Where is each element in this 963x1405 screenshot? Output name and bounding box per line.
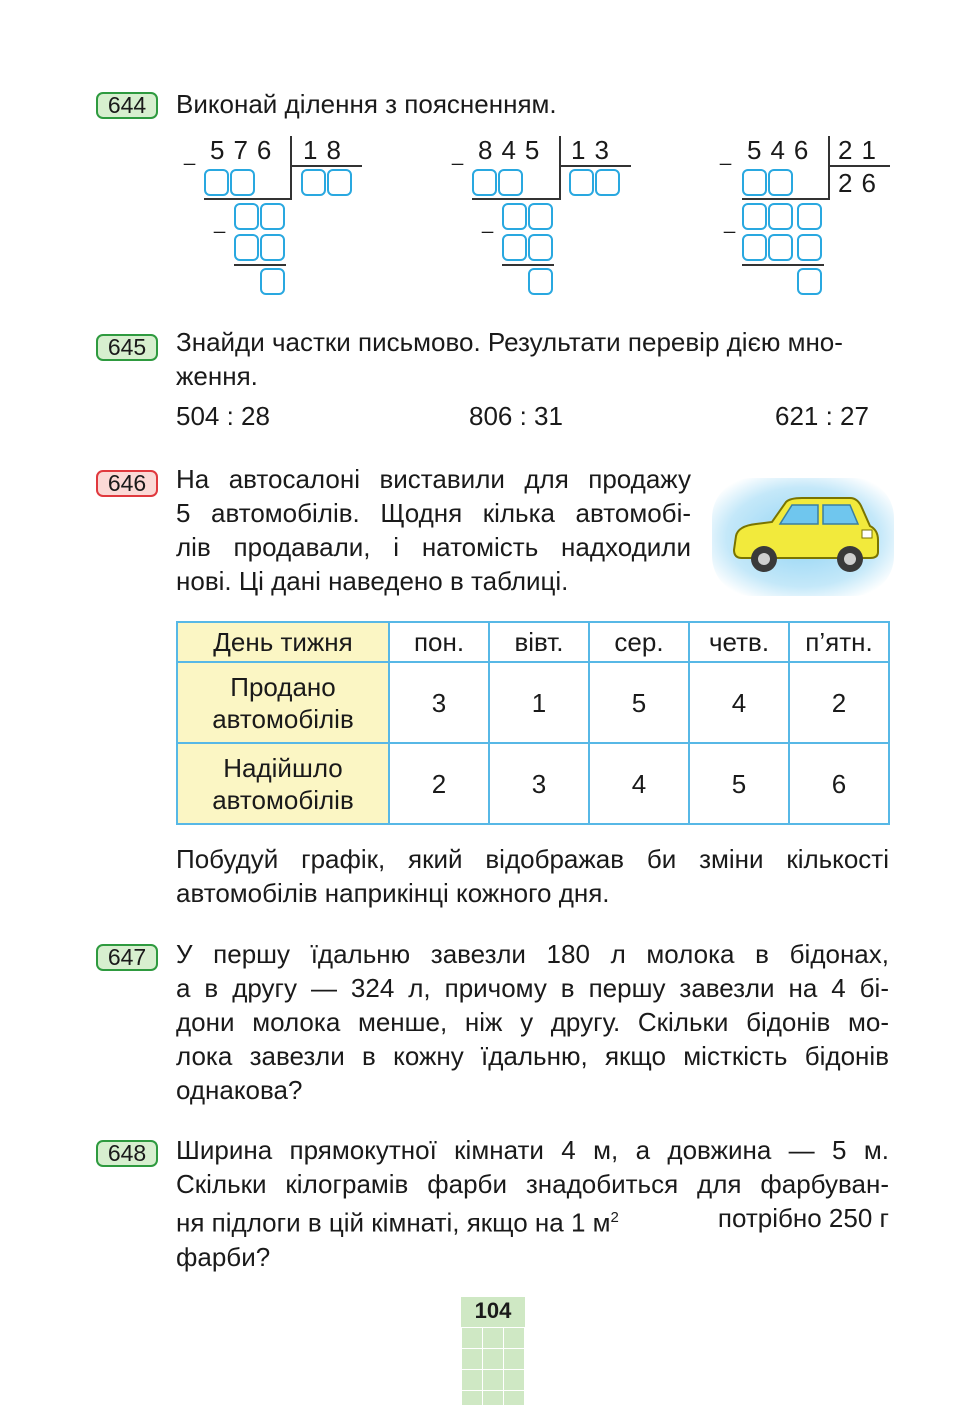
expression-3: 621 : 27 (775, 401, 869, 431)
exercise-647-text (176, 937, 889, 1107)
exercise-number-646: 646 (96, 470, 158, 497)
remainder-cell[interactable] (797, 268, 822, 295)
exercise-644-text: Виконай ділення з поясненням. (176, 89, 557, 119)
table-header-day: п’ятн. (789, 622, 889, 662)
answer-cell[interactable] (797, 203, 822, 230)
answer-cell[interactable] (797, 234, 822, 261)
exercise-647-line-3: дони молока менше, ніж у другу. Скільки бідонів мо- (176, 1007, 889, 1037)
table-cell: 5 (589, 662, 689, 743)
exercise-648-line-3: ня підлоги в цій кімнаті, якщо на 1 $м^2$ потрібно 250 г (176, 1203, 889, 1238)
answer-cell[interactable] (260, 234, 285, 261)
answer-cell[interactable] (472, 169, 497, 196)
exercise-648-text (176, 1133, 889, 1274)
answer-cell[interactable] (768, 234, 793, 261)
answer-cell[interactable] (498, 169, 523, 196)
expression-1: 504 : 28 (176, 401, 270, 431)
answer-cell[interactable] (742, 234, 767, 261)
exercise-646-task-line-1: Побудуй графік, який відображав би зміни кількості (176, 844, 889, 874)
answer-cell[interactable] (204, 169, 229, 196)
answer-cell[interactable] (230, 169, 255, 196)
car-illustration (712, 478, 894, 596)
table-cell: 4 (689, 662, 789, 743)
table-header-day: четв. (689, 622, 789, 662)
table-header-day: вівт. (489, 622, 589, 662)
table-cell: 2 (789, 662, 889, 743)
divisor: 13 (571, 135, 618, 165)
exercise-646-line-1: На автосалоні виставили для продажу (176, 464, 691, 494)
exercise-645-line-2: ження. (176, 361, 258, 391)
table-cell: 5 (689, 743, 789, 824)
exercise-647-line-4: лока завезли в кожну їдальню, якщо місткість бідонів (176, 1041, 889, 1071)
answer-cell[interactable] (768, 203, 793, 230)
exercise-646-task-line-2: автомобілів наприкінці кожного дня. (176, 878, 610, 908)
divisor: 21 (838, 135, 885, 165)
exercise-number-644: 644 (96, 92, 158, 119)
page-number: 104 (474, 1298, 512, 1323)
exercise-number-648: 648 (96, 1140, 158, 1167)
page-grid-decoration (461, 1327, 525, 1405)
table-row (177, 622, 889, 662)
answer-cell[interactable] (234, 234, 259, 261)
remainder-cell[interactable] (260, 268, 285, 295)
quotient: 26 (838, 168, 885, 198)
exercise-645-line-1: Знайди частки письмово. Результати перевір дією мно- (176, 327, 843, 357)
exercise-648-line-4: фарби? (176, 1241, 271, 1272)
exercise-647-line-1: У першу їдальню завезли 180 л молока в бідонах, (176, 939, 889, 969)
answer-cell[interactable] (502, 203, 527, 230)
answer-cell[interactable] (528, 203, 553, 230)
dividend: 546 (747, 135, 818, 165)
dividend: 845 (478, 135, 549, 165)
answer-cell[interactable] (742, 169, 767, 196)
exercise-number-645: 645 (96, 334, 158, 361)
quotient-cell[interactable] (327, 169, 352, 196)
answer-cell[interactable] (234, 203, 259, 230)
row-label: Продано автомобілів (177, 662, 389, 743)
page-number-box (461, 1297, 525, 1405)
exercise-647-line-5: однакова? (176, 1075, 303, 1105)
expression-2: 806 : 31 (469, 401, 563, 431)
row-label: Надійшло автомобілів (177, 743, 389, 824)
table-cell: 3 (489, 743, 589, 824)
quotient-cell[interactable] (301, 169, 326, 196)
dividend: 576 (210, 135, 281, 165)
quotient-cell[interactable] (569, 169, 594, 196)
answer-cell[interactable] (768, 169, 793, 196)
exercise-number-647: 647 (96, 944, 158, 971)
answer-cell[interactable] (502, 234, 527, 261)
divisor: 18 (303, 135, 350, 165)
quotient-cell[interactable] (595, 169, 620, 196)
exercise-646-text (176, 462, 691, 598)
table-row (177, 662, 889, 743)
exercise-646-line-3: лів продавали, і натомість надходили (176, 532, 691, 562)
sales-table (176, 621, 890, 825)
table-header-day: пон. (389, 622, 489, 662)
table-cell: 4 (589, 743, 689, 824)
answer-cell[interactable] (742, 203, 767, 230)
answer-cell[interactable] (260, 203, 285, 230)
table-cell: 2 (389, 743, 489, 824)
table-header-label: День тижня (177, 622, 389, 662)
remainder-cell[interactable] (528, 268, 553, 295)
exercise-646-line-2: 5 автомобілів. Щодня кілька автомобі- (176, 498, 691, 528)
exercise-648-line-2: Скільки кілограмів фарби знадобиться для фарбуван- (176, 1169, 889, 1199)
table-header-day: сер. (589, 622, 689, 662)
table-cell: 1 (489, 662, 589, 743)
exercise-647-line-2: а в другу — 324 л, причому в першу завезли на 4 бі- (176, 973, 889, 1003)
exercise-648-line-1: Ширина прямокутної кімнати 4 м, а довжина — 5 м. (176, 1135, 889, 1165)
table-row (177, 743, 889, 824)
exercise-646-line-4: нові. Ці дані наведено в таблиці. (176, 566, 569, 596)
table-cell: 3 (389, 662, 489, 743)
table-cell: 6 (789, 743, 889, 824)
answer-cell[interactable] (528, 234, 553, 261)
